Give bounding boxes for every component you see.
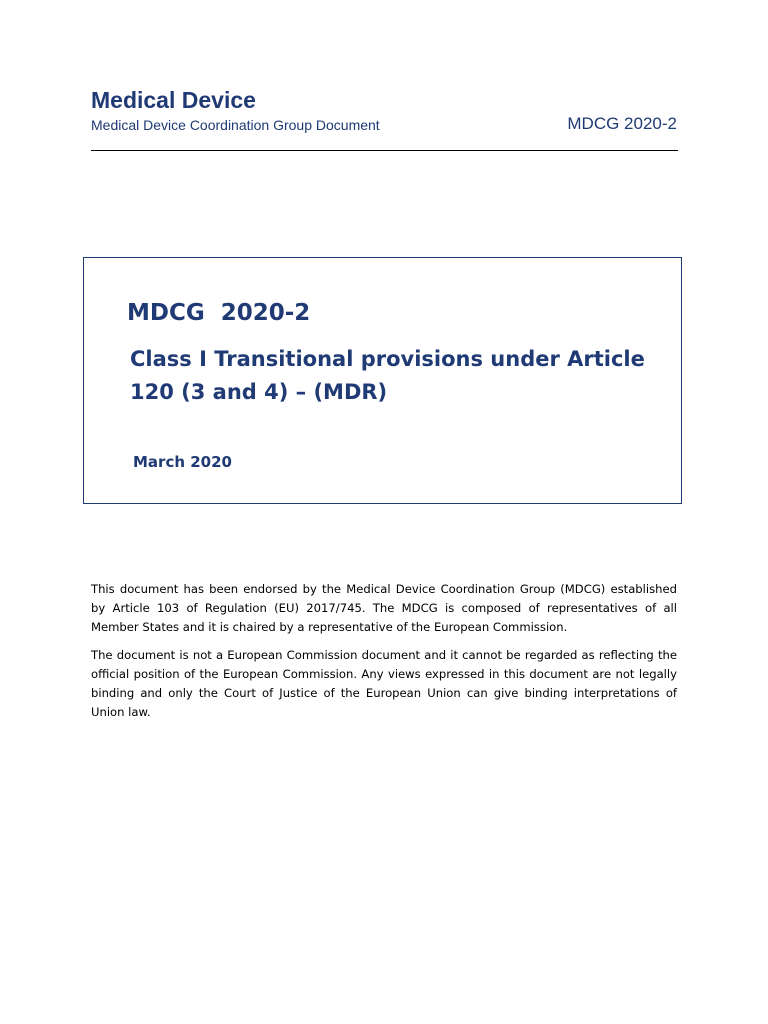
document-date: March 2020 [133,453,232,471]
disclaimer-paragraph-endorsement: This document has been endorsed by the Medical Device Coordination Group (MDCG) established by Article 103 of Regulation (EU) 2017/745. The MDCG is composed of representatives of all Member States and it is chaired by a representative of the European Commission. [91,582,677,634]
document-title: Class I Transitional provisions under Article 120 (3 and 4) – (MDR) [130,347,645,404]
header-title: Medical Device [91,87,256,113]
box-document-id: MDCG 2020-2 [127,300,311,326]
disclaimer-text [91,580,677,731]
header-document-id: MDCG 2020-2 [567,114,677,133]
header-subtitle: Medical Device Coordination Group Document [91,117,380,133]
disclaimer-paragraph-legal: The document is not a European Commission document and it cannot be regarded as reflecting the official position of the European Commission. Any views expressed in this document are not legally binding and only the Court of Justice of the European Union can give binding interpretations of Union law. [91,648,677,719]
header-divider [91,150,678,151]
